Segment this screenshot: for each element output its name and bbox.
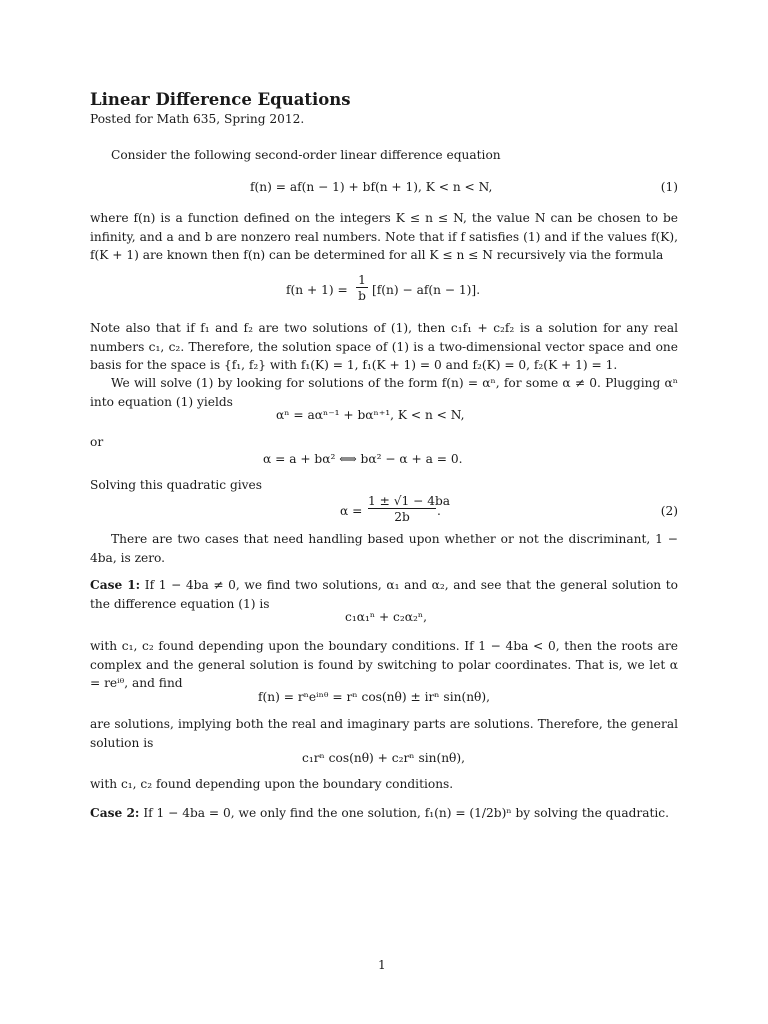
case-2-paragraph bbox=[90, 804, 678, 823]
general-solution-2: c₁rⁿ cos(nθ) + c₂rⁿ sin(nθ), bbox=[302, 751, 466, 765]
paper-page: Linear Difference Equations Posted for Math 635, Spring 2012. Consider the following second-order linear difference equation f(n) = af(n − 1) + bf(n + 1), K < n < N, (1) where f(n) is a function defined on the integers K ≤ n ≤ N, the value N can be chosen to be infinity, and a and b are nonzero real numbers. Note that if f satisfies (1) and if the values f(K), f(K + 1) are known then f(n) can be determined for all K ≤ n ≤ N recursively via the formula f(n + 1) = 1 b [f(n) − af(n − 1)]. Note also that if f₁ and f₂ are two solutions of (1), then c₁f₁ + c₂f₂ is a solution for any real numbers c₁, c₂. Therefore, the solution space of (1) is a two-dimensional vector space and one basis for the space is {f₁, f₂} with f₁(K) = 1, f₁(K + 1) = 0 and f₂(K) = 0, f₂(K + 1) = 1. We will solve (1) by looking for solutions of the form f(n) = αⁿ, for some α ≠ 0. Plugging αⁿ into equation (1) yields αⁿ = aαⁿ⁻¹ + bαⁿ⁺¹, K < n < N, or α = a + bα² ⟺ bα² − α + a = 0. Solving this quadratic gives α = 1 ± √1 − 4ba 2b . (2) There are two cases that need handling based upon whether or not the discriminant, 1 − 4ba, is zero. Case 1: If 1 − 4ba ≠ 0, we find two solutions, α₁ and α₂, and see that the general solution to the difference equation (1) is c₁α₁ⁿ + c₂α₂ⁿ, with c₁, c₂ found depending upon the boundary conditions. If 1 − 4ba < 0, then the roots are complex and the general solution is found by switching to polar coordinates. That is, we let α = reⁱᶿ, and find f(n) = rⁿeⁱⁿᶿ = rⁿ cos(nθ) ± irⁿ sin(nθ), are solutions, implying both the real and imaginary parts are solutions. Therefore, the general solution is c₁rⁿ cos(nθ) + c₂rⁿ sin(nθ), with c₁, c₂ found depending upon the boundary conditions. Case 2: If 1 − 4ba = 0, we only find the one solution, f₁(n) = (1/2b)ⁿ by solving the quadratic. 1 bbox=[90, 90, 679, 972]
recursion-lhs: f(n + 1) = bbox=[286, 283, 348, 297]
quadratic-equation: α = a + bα² ⟺ bα² − α + a = 0. bbox=[263, 452, 463, 466]
equation-1-number: (1) bbox=[660, 180, 678, 194]
recursion-fraction-denominator: b bbox=[358, 289, 366, 303]
polar-equation: f(n) = rⁿeⁱⁿᶿ = rⁿ cos(nθ) ± irⁿ sin(nθ), bbox=[258, 690, 491, 704]
boundary-paragraph: with c₁, c₂ found depending upon the boundary conditions. bbox=[90, 777, 454, 791]
real-imaginary-paragraph: are solutions, implying both the real and imaginary parts are solutions. Therefore, the general solution is bbox=[90, 717, 678, 750]
where-paragraph: where f(n) is a function defined on the integers K ≤ n ≤ N, the value N can be chosen to be infinity, and a and b are nonzero real numbers. Note that if f satisfies (1) and if the values f(K), f(K + 1) are known then f(n) can be determined for all K ≤ n ≤ N recursively via the formula bbox=[90, 211, 678, 262]
equation-2-lhs: α = bbox=[340, 504, 363, 518]
case-2-text: If 1 − 4ba = 0, we only find the one solution, f₁(n) = (1/2b)ⁿ by solving the quadratic. bbox=[143, 806, 669, 820]
recursion-rhs: [f(n) − af(n − 1)]. bbox=[372, 283, 481, 297]
paper-subtitle: Posted for Math 635, Spring 2012. bbox=[90, 112, 305, 126]
page-number: 1 bbox=[378, 958, 386, 972]
intro-paragraph: Consider the following second-order linear difference equation bbox=[111, 148, 501, 162]
complex-paragraph: with c₁, c₂ found depending upon the boundary conditions. If 1 − 4ba < 0, then the roots are complex and the general solution is found by switching to polar coordinates. That is, we let α = reⁱᶿ, and find bbox=[90, 639, 678, 690]
cases-paragraph: There are two cases that need handling based upon whether or not the discriminant, 1 − 4ba, is zero. bbox=[90, 532, 678, 565]
solve-paragraph: We will solve (1) by looking for solutions of the form f(n) = αⁿ, for some α ≠ 0. Plugging αⁿ into equation (1) yields bbox=[90, 376, 678, 409]
recursion-fraction-numerator: 1 bbox=[356, 273, 368, 288]
alpha-n-equation: αⁿ = aαⁿ⁻¹ + bαⁿ⁺¹, K < n < N, bbox=[276, 408, 465, 422]
paper-title: Linear Difference Equations bbox=[90, 90, 351, 109]
note-paragraph: Note also that if f₁ and f₂ are two solutions of (1), then c₁f₁ + c₂f₂ is a solution for any real numbers c₁, c₂. Therefore, the solution space of (1) is a two-dimensional vector space and one basis for the space is {f₁, f₂} with f₁(K) = 1, f₁(K + 1) = 0 and f₂(K) = 0, f₂(K + 1) = 1. bbox=[90, 321, 678, 372]
case-2-label: Case 2: bbox=[90, 806, 140, 820]
equation-2-number: (2) bbox=[660, 504, 678, 518]
case-1-paragraph bbox=[90, 576, 678, 613]
equation-2-numerator: 1 ± √1 − 4ba bbox=[368, 494, 451, 508]
general-solution-1: c₁α₁ⁿ + c₂α₂ⁿ, bbox=[345, 610, 428, 624]
equation-1: f(n) = af(n − 1) + bf(n + 1), K < n < N, bbox=[250, 180, 493, 194]
case-1-label: Case 1: bbox=[90, 578, 141, 592]
equation-2-denominator: 2b bbox=[394, 510, 410, 524]
case-1-text: If 1 − 4ba ≠ 0, we find two solutions, α₁ and α₂, and see that the general solution to the difference equation (1) is bbox=[90, 578, 679, 611]
or-word: or bbox=[90, 435, 104, 449]
solving-paragraph: Solving this quadratic gives bbox=[90, 478, 263, 492]
